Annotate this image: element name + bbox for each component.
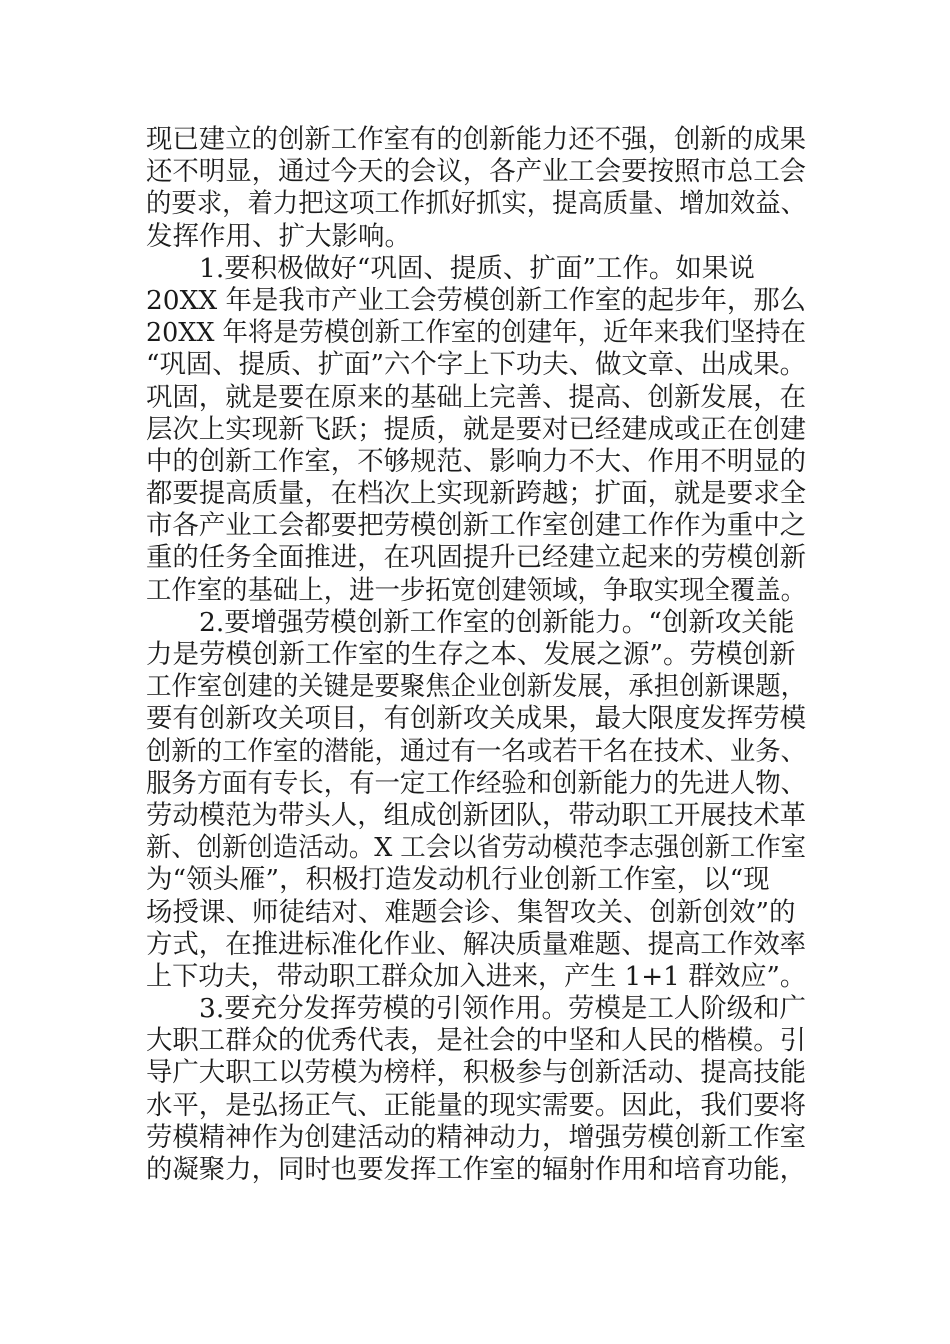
paragraph-first-line: 2.要增强劳模创新工作室的创新能力。“创新攻关能 xyxy=(199,606,795,638)
paragraph-first-line: 1.要积极做好“巩固、提质、扩面”工作。如果说 xyxy=(199,252,755,284)
text-line: 大职工群众的优秀代表，是社会的中坚和人民的楷模。引 xyxy=(146,1025,806,1057)
text-line: 20XX 年将是劳模创新工作室的创建年，近年来我们坚持在 xyxy=(146,317,806,349)
text-line: 上下功夫，带动职工群众加入进来，产生 1+1 群效应”。 xyxy=(146,960,806,992)
text-line: 都要提高质量，在档次上实现新跨越；扩面，就是要求全 xyxy=(146,478,806,510)
text-line: 发挥作用、扩大影响。 xyxy=(146,220,411,252)
text-line: 创新的工作室的潜能，通过有一名或若干名在技术、业务、 xyxy=(146,735,806,767)
text-line: 巩固，就是要在原来的基础上完善、提高、创新发展，在 xyxy=(146,381,806,413)
text-line: “巩固、提质、扩面”六个字上下功夫、做文章、出成果。 xyxy=(146,349,806,381)
text-line: 20XX 年是我市产业工会劳模创新工作室的起步年，那么 xyxy=(146,284,806,316)
text-line: 还不明显，通过今天的会议，各产业工会要按照市总工会 xyxy=(146,156,806,188)
text-line: 劳动模范为带头人，组成创新团队，带动职工开展技术革 xyxy=(146,799,806,831)
text-line: 导广大职工以劳模为榜样，积极参与创新活动、提高技能 xyxy=(146,1057,806,1089)
text-line: 要有创新攻关项目，有创新攻关成果，最大限度发挥劳模 xyxy=(146,703,806,735)
text-line: 市各产业工会都要把劳模创新工作室创建工作作为重中之 xyxy=(146,510,806,542)
text-line: 为“领头雁”，积极打造发动机行业创新工作室，以“现 xyxy=(146,864,770,896)
text-line: 服务方面有专长，有一定工作经验和创新能力的先进人物、 xyxy=(146,767,806,799)
text-line: 的要求，着力把这项工作抓好抓实，提高质量、增加效益、 xyxy=(146,188,806,220)
body-text xyxy=(146,124,806,1186)
paragraph-first-line: 3.要充分发挥劳模的引领作用。劳模是工人阶级和广 xyxy=(199,993,806,1025)
text-line: 现已建立的创新工作室有的创新能力还不强，创新的成果 xyxy=(146,124,806,155)
text-line: 工作室的基础上，进一步拓宽创建领域，争取实现全覆盖。 xyxy=(146,574,806,606)
text-line: 重的任务全面推进，在巩固提升已经建立起来的劳模创新 xyxy=(146,542,806,574)
text-line: 力是劳模创新工作室的生存之本、发展之源”。劳模创新 xyxy=(146,639,796,670)
text-line: 新、创新创造活动。X 工会以省劳动模范李志强创新工作室 xyxy=(146,832,806,864)
text-line: 的凝聚力，同时也要发挥工作室的辐射作用和培育功能， xyxy=(146,1154,806,1185)
text-line: 工作室创建的关键是要聚焦企业创新发展，承担创新课题， xyxy=(146,671,806,703)
text-line: 场授课、师徒结对、难题会诊、集智攻关、创新创效”的 xyxy=(146,896,796,928)
text-line: 劳模精神作为创建活动的精神动力，增强劳模创新工作室 xyxy=(146,1121,806,1153)
text-line: 中的创新工作室，不够规范、影响力不大、作用不明显的 xyxy=(146,445,806,477)
text-line: 水平，是弘扬正气、正能量的现实需要。因此，我们要将 xyxy=(146,1089,806,1121)
text-line: 方式，在推进标准化作业、解决质量难题、提高工作效率 xyxy=(146,928,806,960)
text-line: 层次上实现新飞跃；提质，就是要对已经建成或正在创建 xyxy=(146,413,806,445)
